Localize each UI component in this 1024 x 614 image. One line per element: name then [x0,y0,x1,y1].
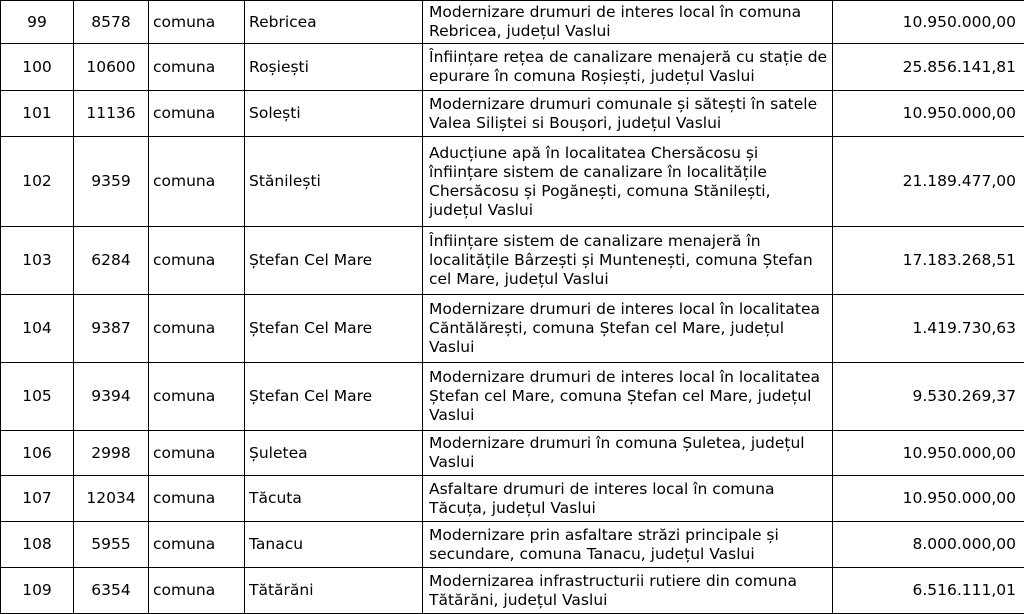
table-row [1,295,1024,363]
locality-name: Roșiești [245,44,423,91]
project-code: 9387 [74,295,149,363]
row-number: 101 [1,91,74,137]
project-title: Înființare sistem de canalizare menajeră în localitățile Bârzești și Muntenești, comuna Ștefan cel Mare, județul Vaslui [423,227,833,295]
row-number: 100 [1,44,74,91]
project-title: Aducțiune apă în localitatea Chersăcosu și înființare sistem de canalizare în localitățile Chersăcosu și Pogănești, comuna Stănilești, județul Vaslui [423,137,833,227]
table-row [1,476,1024,522]
project-value: 10.950.000,00 [833,431,1024,476]
table-row [1,227,1024,295]
project-code: 6354 [74,568,149,614]
table-row [1,431,1024,476]
project-value: 10.950.000,00 [833,476,1024,522]
row-number: 107 [1,476,74,522]
project-code: 2998 [74,431,149,476]
row-number: 99 [1,1,74,44]
locality-name: Tătărăni [245,568,423,614]
project-value: 25.856.141,81 [833,44,1024,91]
locality-type: comuna [149,227,245,295]
table-row [1,568,1024,614]
locality-name: Ștefan Cel Mare [245,227,423,295]
project-title: Modernizare drumuri de interes local în comuna Rebricea, județul Vaslui [423,1,833,44]
project-code: 6284 [74,227,149,295]
project-value: 6.516.111,01 [833,568,1024,614]
project-code: 5955 [74,522,149,568]
locality-name: Șuletea [245,431,423,476]
project-value: 21.189.477,00 [833,137,1024,227]
project-title: Asfaltare drumuri de interes local în comuna Tăcuța, județul Vaslui [423,476,833,522]
project-title: Modernizare drumuri de interes local în localitatea Căntălărești, comuna Ștefan cel Mare, județul Vaslui [423,295,833,363]
row-number: 103 [1,227,74,295]
locality-type: comuna [149,295,245,363]
locality-name: Solești [245,91,423,137]
project-value: 10.950.000,00 [833,91,1024,137]
table-row [1,522,1024,568]
project-code: 11136 [74,91,149,137]
project-title: Modernizarea infrastructurii rutiere din comuna Tătărăni, județul Vaslui [423,568,833,614]
locality-name: Ștefan Cel Mare [245,295,423,363]
project-code: 8578 [74,1,149,44]
project-title: Modernizare drumuri de interes local în localitatea Ștefan cel Mare, comuna Ștefan cel Mare, județul Vaslui [423,363,833,431]
locality-type: comuna [149,91,245,137]
locality-type: comuna [149,137,245,227]
row-number: 104 [1,295,74,363]
project-title: Modernizare drumuri în comuna Șuletea, județul Vaslui [423,431,833,476]
table-row [1,91,1024,137]
locality-type: comuna [149,476,245,522]
table-row [1,363,1024,431]
locality-type: comuna [149,363,245,431]
project-value: 9.530.269,37 [833,363,1024,431]
table-row [1,44,1024,91]
locality-type: comuna [149,568,245,614]
project-value: 17.183.268,51 [833,227,1024,295]
locality-type: comuna [149,522,245,568]
row-number: 102 [1,137,74,227]
project-code: 9359 [74,137,149,227]
row-number: 109 [1,568,74,614]
row-number: 105 [1,363,74,431]
project-code: 12034 [74,476,149,522]
row-number: 108 [1,522,74,568]
locality-name: Ștefan Cel Mare [245,363,423,431]
locality-type: comuna [149,1,245,44]
project-title: Înființare rețea de canalizare menajeră cu stație de epurare în comuna Roșiești, județul Vaslui [423,44,833,91]
table-row [1,1,1024,44]
locality-name: Tăcuta [245,476,423,522]
locality-type: comuna [149,431,245,476]
project-code: 9394 [74,363,149,431]
locality-type: comuna [149,44,245,91]
project-value: 10.950.000,00 [833,1,1024,44]
locality-name: Tanacu [245,522,423,568]
project-title: Modernizare prin asfaltare străzi principale și secundare, comuna Tanacu, județul Vaslui [423,522,833,568]
locality-name: Stănilești [245,137,423,227]
table-row [1,137,1024,227]
locality-name: Rebricea [245,1,423,44]
project-code: 10600 [74,44,149,91]
project-value: 8.000.000,00 [833,522,1024,568]
row-number: 106 [1,431,74,476]
project-value: 1.419.730,63 [833,295,1024,363]
project-title: Modernizare drumuri comunale și sătești în satele Valea Siliștei si Boușori, județul Vaslui [423,91,833,137]
